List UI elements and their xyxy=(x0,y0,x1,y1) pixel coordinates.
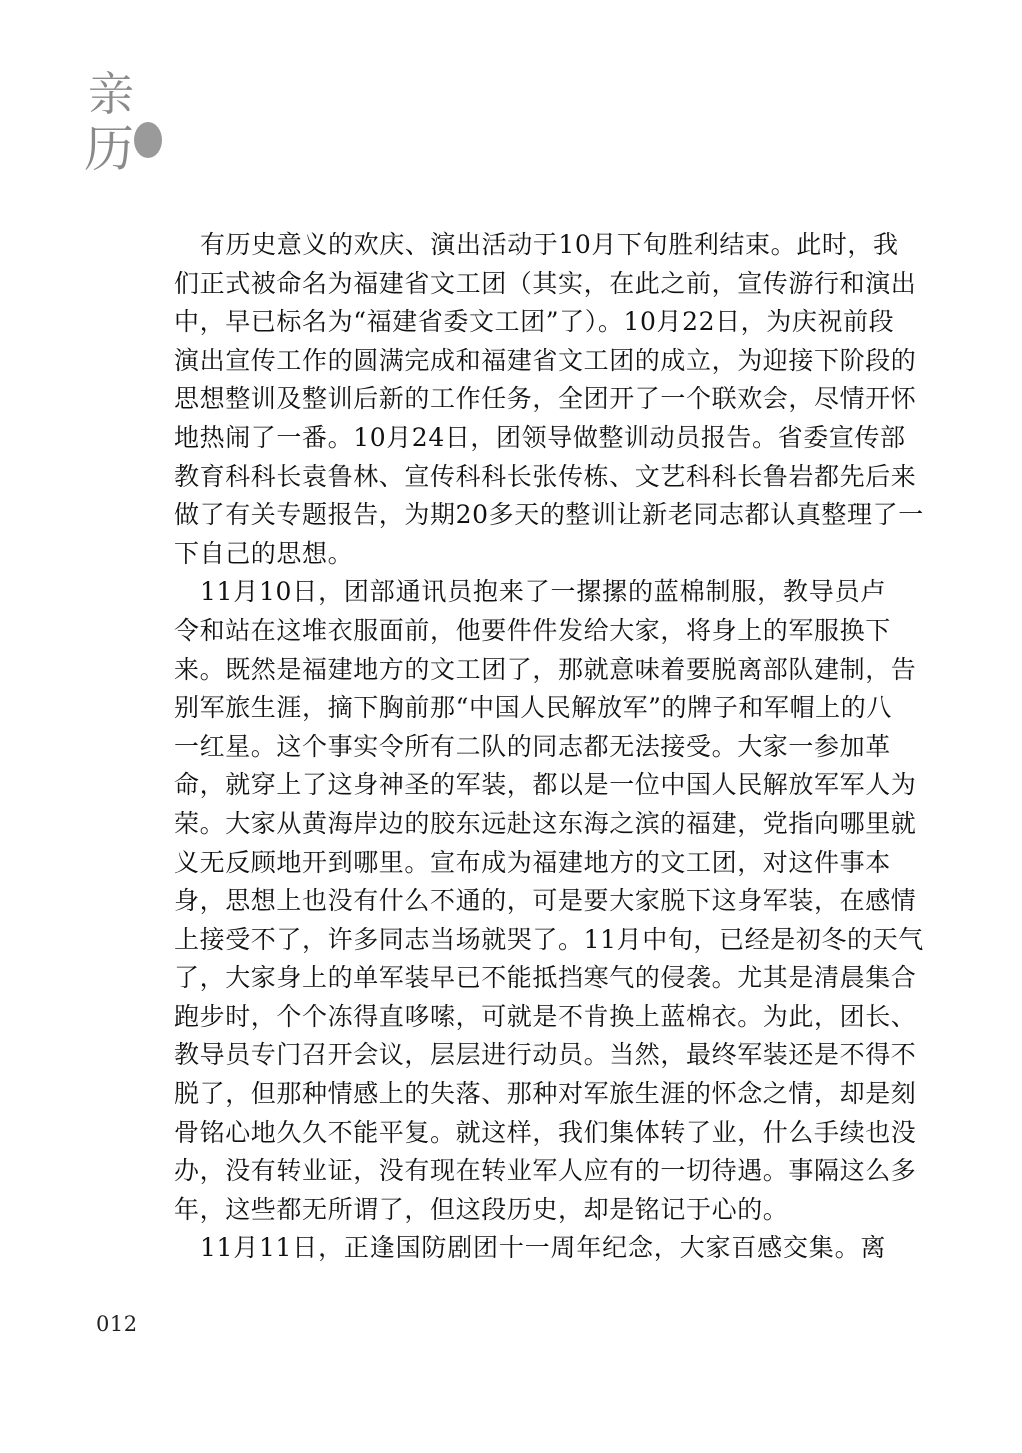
text-line: 身，思想上也没有什么不通的，可是要大家脱下这身军装，在感情 xyxy=(174,886,917,916)
calligraphy-logo-icon xyxy=(82,58,172,188)
text-line: 11月10日，团部通讯员抱来了一摞摞的蓝棉制服，教导员卢 xyxy=(200,577,886,607)
text-line: 中，早已标名为“福建省委文工团”了）。10月22日，为庆祝前段 xyxy=(174,307,895,337)
text-line: 令和站在这堆衣服面前，他要件件发给大家，将身上的军服换下 xyxy=(174,615,891,645)
text-line: 地热闹了一番。10月24日，团领导做整训动员报告。省委宣传部 xyxy=(174,422,906,452)
text-line: 有历史意义的欢庆、演出活动于10月下旬胜利结束。此时，我 xyxy=(200,230,899,259)
text-line: 下自己的思想。 xyxy=(174,538,354,568)
text-line: 脱了，但那种情感上的失落、那种对军旅生涯的怀念之情，却是刻 xyxy=(174,1079,917,1109)
text-line: 年，这些都无所谓了，但这段历史，却是铭记于心的。 xyxy=(174,1194,789,1224)
text-line: 教导员专门召开会议，层层进行动员。当然，最终军装还是不得不 xyxy=(174,1040,917,1070)
text-line: 跑步时，个个冻得直哆嗦，可就是不肯换上蓝棉衣。为此，团长、 xyxy=(174,1001,917,1031)
text-line: 别军旅生涯，摘下胸前那“中国人民解放军”的牌子和军帽上的八 xyxy=(174,693,892,723)
text-line: 来。既然是福建地方的文工团了，那就意味着要脱离部队建制，告 xyxy=(174,654,917,684)
text-line: 一红星。这个事实令所有二队的同志都无法接受。大家一参加革 xyxy=(174,731,891,761)
text-line: 命，就穿上了这身神圣的军装，都以是一位中国人民解放军军人为 xyxy=(174,770,917,800)
text-line: 11月11日，正逢国防剧团十一周年纪念，大家百感交集。离 xyxy=(200,1233,886,1263)
text-line: 了，大家身上的单军装早已不能抵挡寒气的侵袭。尤其是清晨集合 xyxy=(174,963,917,993)
logo-char-1: 亲 xyxy=(88,67,134,121)
text-line: 骨铭心地久久不能平复。就这样，我们集体转了业，什么手续也没 xyxy=(174,1117,917,1147)
text-line: 做了有关专题报告，为期20多天的整训让新老同志都认真整理了一 xyxy=(174,500,924,530)
book-series-logo xyxy=(82,58,172,188)
page-number: 012 xyxy=(96,1312,138,1336)
text-line: 教育科科长袁鲁林、宣传科科长张传栋、文艺科科长鲁岩都先后来 xyxy=(174,461,917,491)
text-line: 演出宣传工作的圆满完成和福建省文工团的成立，为迎接下阶段的 xyxy=(174,345,917,375)
text-line: 思想整训及整训后新的工作任务，全团开了一个联欢会，尽情开怀 xyxy=(174,384,917,414)
text-line: 上接受不了，许多同志当场就哭了。11月中旬，已经是初冬的天气 xyxy=(174,924,924,954)
edition-seal xyxy=(134,122,162,158)
text-line: 办，没有转业证，没有现在转业军人应有的一切待遇。事隔这么多 xyxy=(174,1156,917,1186)
text-line: 荣。大家从黄海岸边的胶东远赴这东海之滨的福建，党指向哪里就 xyxy=(174,808,917,838)
text-line: 义无反顾地开到哪里。宣布成为福建地方的文工团，对这件事本 xyxy=(174,847,891,877)
text-line: 们正式被命名为福建省文工团（其实，在此之前，宣传游行和演出 xyxy=(174,268,917,298)
logo-char-2: 历 xyxy=(84,120,134,178)
article-body xyxy=(174,226,924,1268)
